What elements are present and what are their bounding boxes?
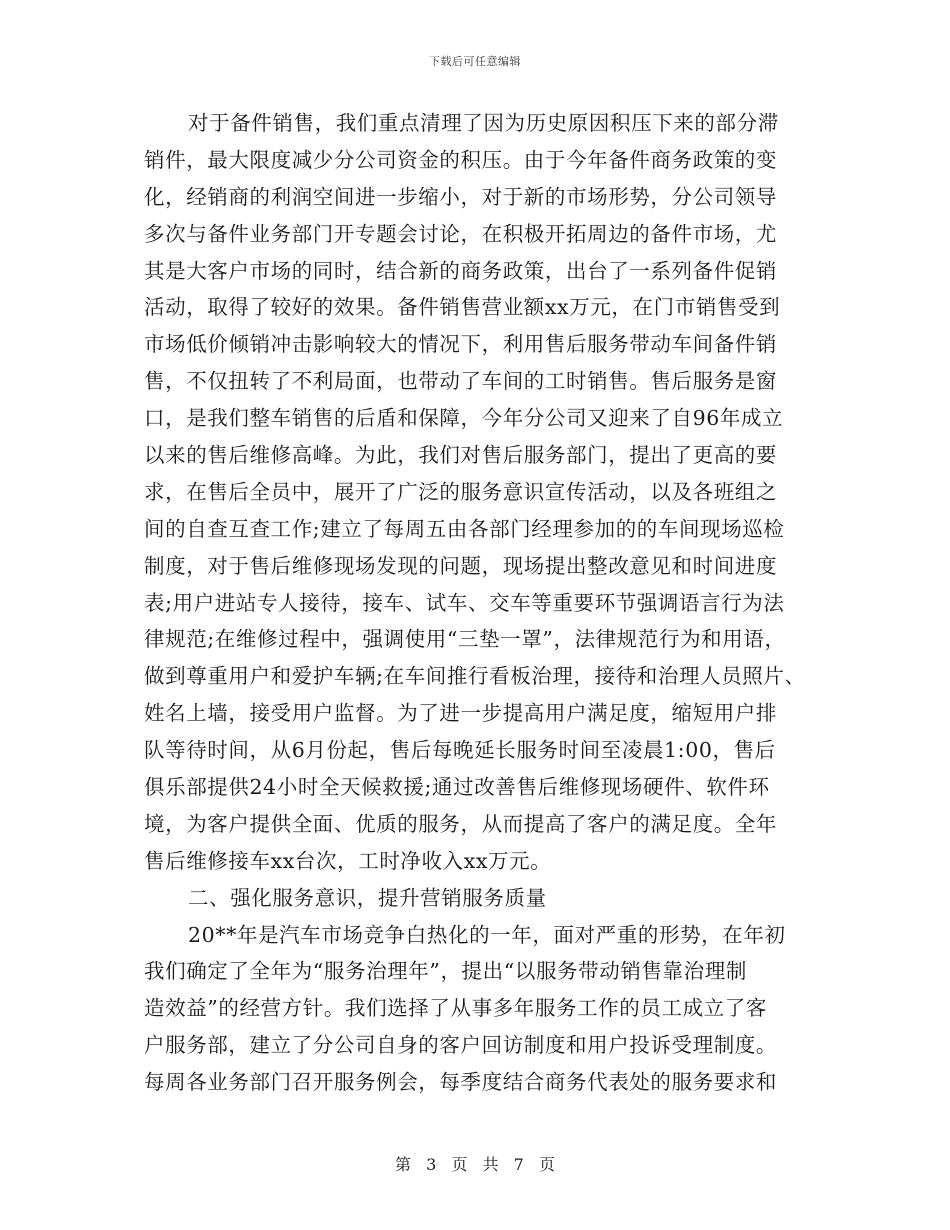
paragraph-line: 造效益”的经营方针。我们选择了从事多年服务工作的员工成立了客 [144, 996, 767, 1021]
paragraph-line: 户服务部，建立了分公司自身的客户回访制度和用户投诉受理制度。 [144, 1033, 777, 1058]
paragraph-line: 售，不仅扭转了不利局面，也带动了车间的工时销售。售后服务是窗 [144, 369, 777, 394]
header-note: 下载后可任意编辑 [429, 55, 521, 68]
paragraph-line: 我们确定了全年为“服务治理年”，提出“以服务带动销售靠治理制 [144, 959, 747, 984]
paragraph-line: 对于备件销售，我们重点清理了因为历史原因积压下来的部分滞 [188, 111, 779, 135]
page-label-prefix: 第 [395, 1155, 412, 1174]
page-label-mid1: 页 [451, 1155, 468, 1174]
paragraph-line: 其是大客户市场的同时，结合新的商务政策，出台了一系列备件促销 [144, 258, 777, 283]
paragraph-line: 以来的售后维修高峰。为此，我们对售后服务部门，提出了更高的要 [144, 443, 777, 468]
paragraph-line: 口，是我们整车销售的后盾和保障，今年分公司又迎来了自96年成立 [144, 406, 784, 431]
paragraph-line: 求，在售后全员中，展开了广泛的服务意识宣传活动，以及各班组之 [144, 479, 777, 504]
paragraph-line: 姓名上墙，接受用户监督。为了进一步提高用户满足度，缩短用户排 [144, 701, 777, 726]
page-label-suffix: 页 [538, 1155, 555, 1174]
paragraph-line: 律规范;在维修过程中，强调使用“三垫一罩”，法律规范行为和用语， [144, 627, 786, 652]
paragraph-line: 表;用户进站专人接待，接车、试车、交车等重要环节强调语言行为法 [144, 590, 785, 615]
paragraph-line: 20**年是汽车市场竞争白热化的一年，面对严重的形势，在年初 [188, 922, 786, 947]
page-footer [0, 1152, 950, 1175]
paragraph-line: 多次与备件业务部门开专题会讨论，在积极开拓周边的备件市场，尤 [144, 221, 777, 246]
page-label-mid2: 共 [482, 1155, 499, 1174]
paragraph-line: 市场低价倾销冲击影响较大的情况下，利用售后服务带动车间备件销 [144, 332, 777, 357]
current-page-number: 3 [426, 1155, 437, 1174]
paragraph-line: 队等待时间，从6月份起，售后每晚延长服务时间至凌晨1:00，售后 [144, 738, 776, 763]
total-pages-number: 7 [513, 1155, 524, 1174]
paragraph-line: 每周各业务部门召开服务例会，每季度结合商务代表处的服务要求和 [144, 1070, 777, 1095]
section-heading: 二、强化服务意识，提升营销服务质量 [188, 885, 547, 910]
paragraph-line: 俱乐部提供24小时全天候救援;通过改善售后维修现场硬件、软件环 [144, 775, 770, 800]
paragraph-line: 做到尊重用户和爱护车辆;在车间推行看板治理，接待和治理人员照片、 [144, 664, 806, 689]
paragraph-line: 化，经销商的利润空间进一步缩小，对于新的市场形势，分公司领导 [144, 184, 777, 209]
document-body [144, 105, 824, 1101]
paragraph-line: 间的自查互查工作;建立了每周五由各部门经理参加的的车间现场巡检 [144, 516, 785, 541]
paragraph-line: 制度，对于售后维修现场发现的问题，现场提出整改意见和时间进度 [144, 553, 777, 578]
paragraph-line: 境，为客户提供全面、优质的服务，从而提高了客户的满足度。全年 [144, 811, 777, 836]
paragraph-line: 销件，最大限度减少分公司资金的积压。由于今年备件商务政策的变 [144, 147, 777, 172]
paragraph-line: 售后维修接车xx台次，工时净收入xx万元。 [144, 848, 552, 873]
paragraph-line: 活动，取得了较好的效果。备件销售营业额xx万元，在门市销售受到 [144, 295, 781, 320]
